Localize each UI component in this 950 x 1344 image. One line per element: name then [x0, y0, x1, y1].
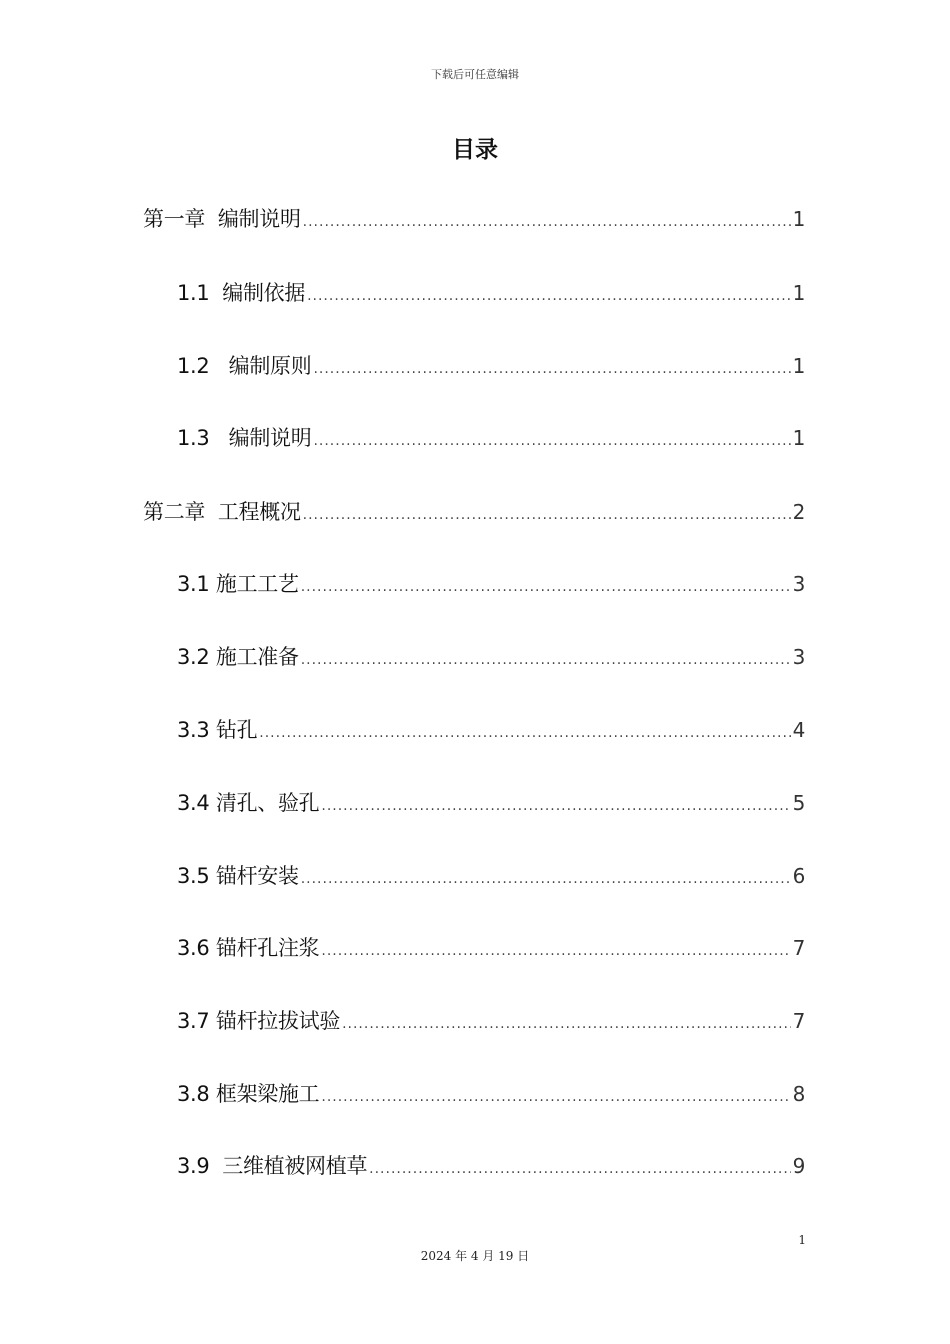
toc-entry-label: 3.3 钻孔 [177, 718, 258, 742]
toc-entry-label: 3.9 三维植被网植草 [177, 1154, 368, 1178]
toc-dot-leader [369, 1161, 790, 1177]
toc-entry-label: 1.3 编制说明 [177, 426, 312, 450]
toc-entry-label: 第二章 工程概况 [143, 500, 301, 524]
toc-entry-label: 第一章 编制说明 [143, 207, 301, 231]
toc-entry-label: 3.8 框架梁施工 [177, 1082, 320, 1106]
toc-dot-leader [313, 361, 790, 377]
toc-entry-page: 9 [792, 1154, 805, 1178]
toc-entry-label: 3.7 锚杆拉拔试验 [177, 1009, 341, 1033]
toc-dot-leader [301, 652, 791, 668]
toc-entry-page: 7 [792, 936, 805, 960]
toc-dot-leader [321, 798, 790, 814]
toc-entry[interactable] [177, 277, 805, 307]
toc-entry-page: 5 [792, 791, 805, 815]
page-header: 下载后可任意编辑 [431, 68, 519, 81]
toc-dot-leader [307, 288, 791, 304]
toc-dot-leader [321, 1089, 790, 1105]
toc-dot-leader [313, 433, 790, 449]
toc-entry-page: 1 [792, 426, 805, 450]
toc-entry-page: 8 [792, 1082, 805, 1106]
toc-entry[interactable] [177, 1005, 805, 1035]
toc-dot-leader [342, 1016, 790, 1032]
toc-entry[interactable] [177, 641, 805, 671]
toc-entry-page: 7 [792, 1009, 805, 1033]
toc-title: 目录 [452, 137, 498, 163]
toc-entry-label: 3.6 锚杆孔注浆 [177, 936, 320, 960]
toc-entry[interactable] [177, 932, 805, 962]
toc-entry[interactable] [177, 350, 805, 380]
toc-dot-leader [259, 725, 790, 741]
toc-entry-page: 1 [792, 354, 805, 378]
toc-dot-leader [321, 943, 790, 959]
toc-entry-page: 4 [792, 718, 805, 742]
toc-entry[interactable] [177, 1078, 805, 1108]
toc-entry-page: 3 [792, 645, 805, 669]
toc-entry[interactable] [177, 422, 805, 452]
toc-entry-page: 2 [792, 500, 805, 524]
toc-entry-page: 3 [792, 572, 805, 596]
toc-dot-leader [303, 214, 791, 230]
toc-entry-label: 3.1 施工工艺 [177, 572, 299, 596]
toc-entry[interactable] [177, 568, 805, 598]
toc-entry-page: 1 [792, 281, 805, 305]
toc-dot-leader [301, 579, 791, 595]
toc-entry[interactable] [143, 203, 805, 233]
toc-entry[interactable] [177, 787, 805, 817]
toc-entry-label: 3.2 施工准备 [177, 645, 299, 669]
toc-entry[interactable] [177, 860, 805, 890]
toc-entry-page: 6 [792, 864, 805, 888]
toc-entry[interactable] [143, 496, 805, 526]
page-number: 1 [798, 1233, 806, 1247]
toc-dot-leader [301, 871, 791, 887]
toc-entry-page: 1 [792, 207, 805, 231]
toc-entry[interactable] [177, 714, 805, 744]
toc-entry-label: 1.2 编制原则 [177, 354, 312, 378]
toc-entry-label: 3.5 锚杆安装 [177, 864, 299, 888]
footer-date: 2024 年 4 月 19 日 [420, 1249, 530, 1263]
toc-entry-label: 1.1 编制依据 [177, 281, 306, 305]
toc-entry-label: 3.4 清孔、验孔 [177, 791, 320, 815]
toc-dot-leader [303, 507, 791, 523]
toc-entry[interactable] [177, 1150, 805, 1180]
